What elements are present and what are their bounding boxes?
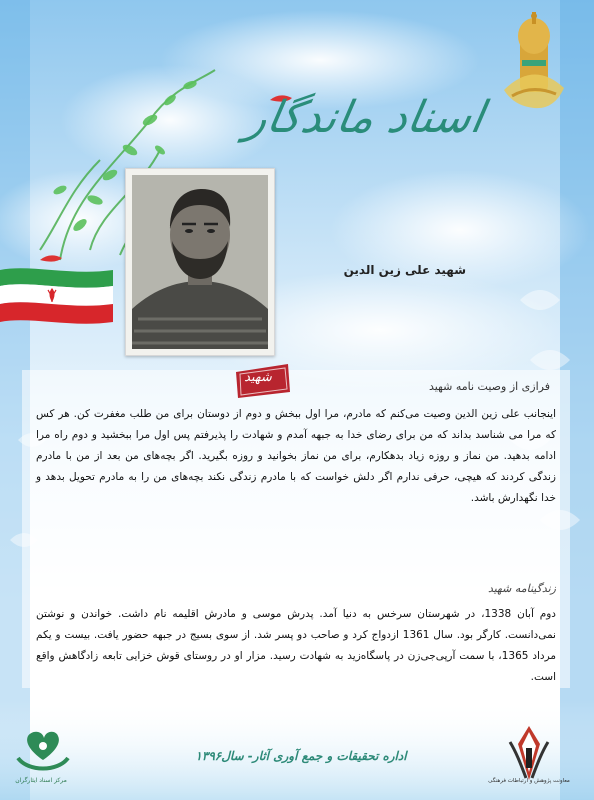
will-text: اینجانب علی زین الدین وصیت می‌کنم که مادرم، مرا اول ببخش و دوم از دوستان برای من طلب مغفرت کن. هر کس که مرا می شناسد بداند که من برای رضای خدا به جبهه آمدم و شهادت را پذیرفتم پس اول مرا ببخشید و دوم راه مرا ادامه بدهید. من نماز و روزه زیاد بدهکارم، برای من نماز بخوانید و روزه بگیرید. اگر بچه‌های من بعد از من با مادرم زندگی کردند که هیچی، حرفی ندارم اگر دلش خواست که با مادرم زندگی نکند بچه‌های من را به مادرم تحویل بدهد و خدا نگهدارش باشد.: [36, 408, 556, 504]
iran-flag-icon: [0, 266, 113, 326]
martyr-photo: [125, 168, 275, 356]
footer-text: اداره تحقیقات و جمع آوری آثار- سال۱۳۹۶: [195, 749, 407, 763]
archive-center-caption: مرکز اسناد ایثارگران: [15, 777, 67, 784]
biography-heading: زندگینامه شهید: [487, 582, 556, 595]
biography-text: دوم آبان 1338، در شهرستان سرخس به دنیا آمد. پدرش موسی و مادرش اقلیمه نام داشت. خواندن و نوشتن نمی‌دانست. کارگر بود. سال 1361 ازدواج کرد و صاحب دو پسر شد. از سوی بسیج در جبهه حضور یافت. بیست و یکم مرداد 1365، با سمت آرپی‌جی‌زن در پاسگاه‌زید به شهادت رسید. مزار او در روستای قوش خزایی تابعه زادگاهش واقع است.: [36, 608, 556, 683]
will-heading: فرازی از وصیت نامه شهید: [428, 380, 550, 393]
header-title: اسناد ماندگار: [241, 92, 488, 143]
basij-caption: معاونت پژوهش و ارتباطات فرهنگی: [488, 778, 570, 784]
martyr-name: شهید علی زین الدین: [343, 263, 466, 277]
martyr-stamp-label: شهید: [244, 370, 272, 385]
shrine-logo-icon: [498, 10, 570, 120]
